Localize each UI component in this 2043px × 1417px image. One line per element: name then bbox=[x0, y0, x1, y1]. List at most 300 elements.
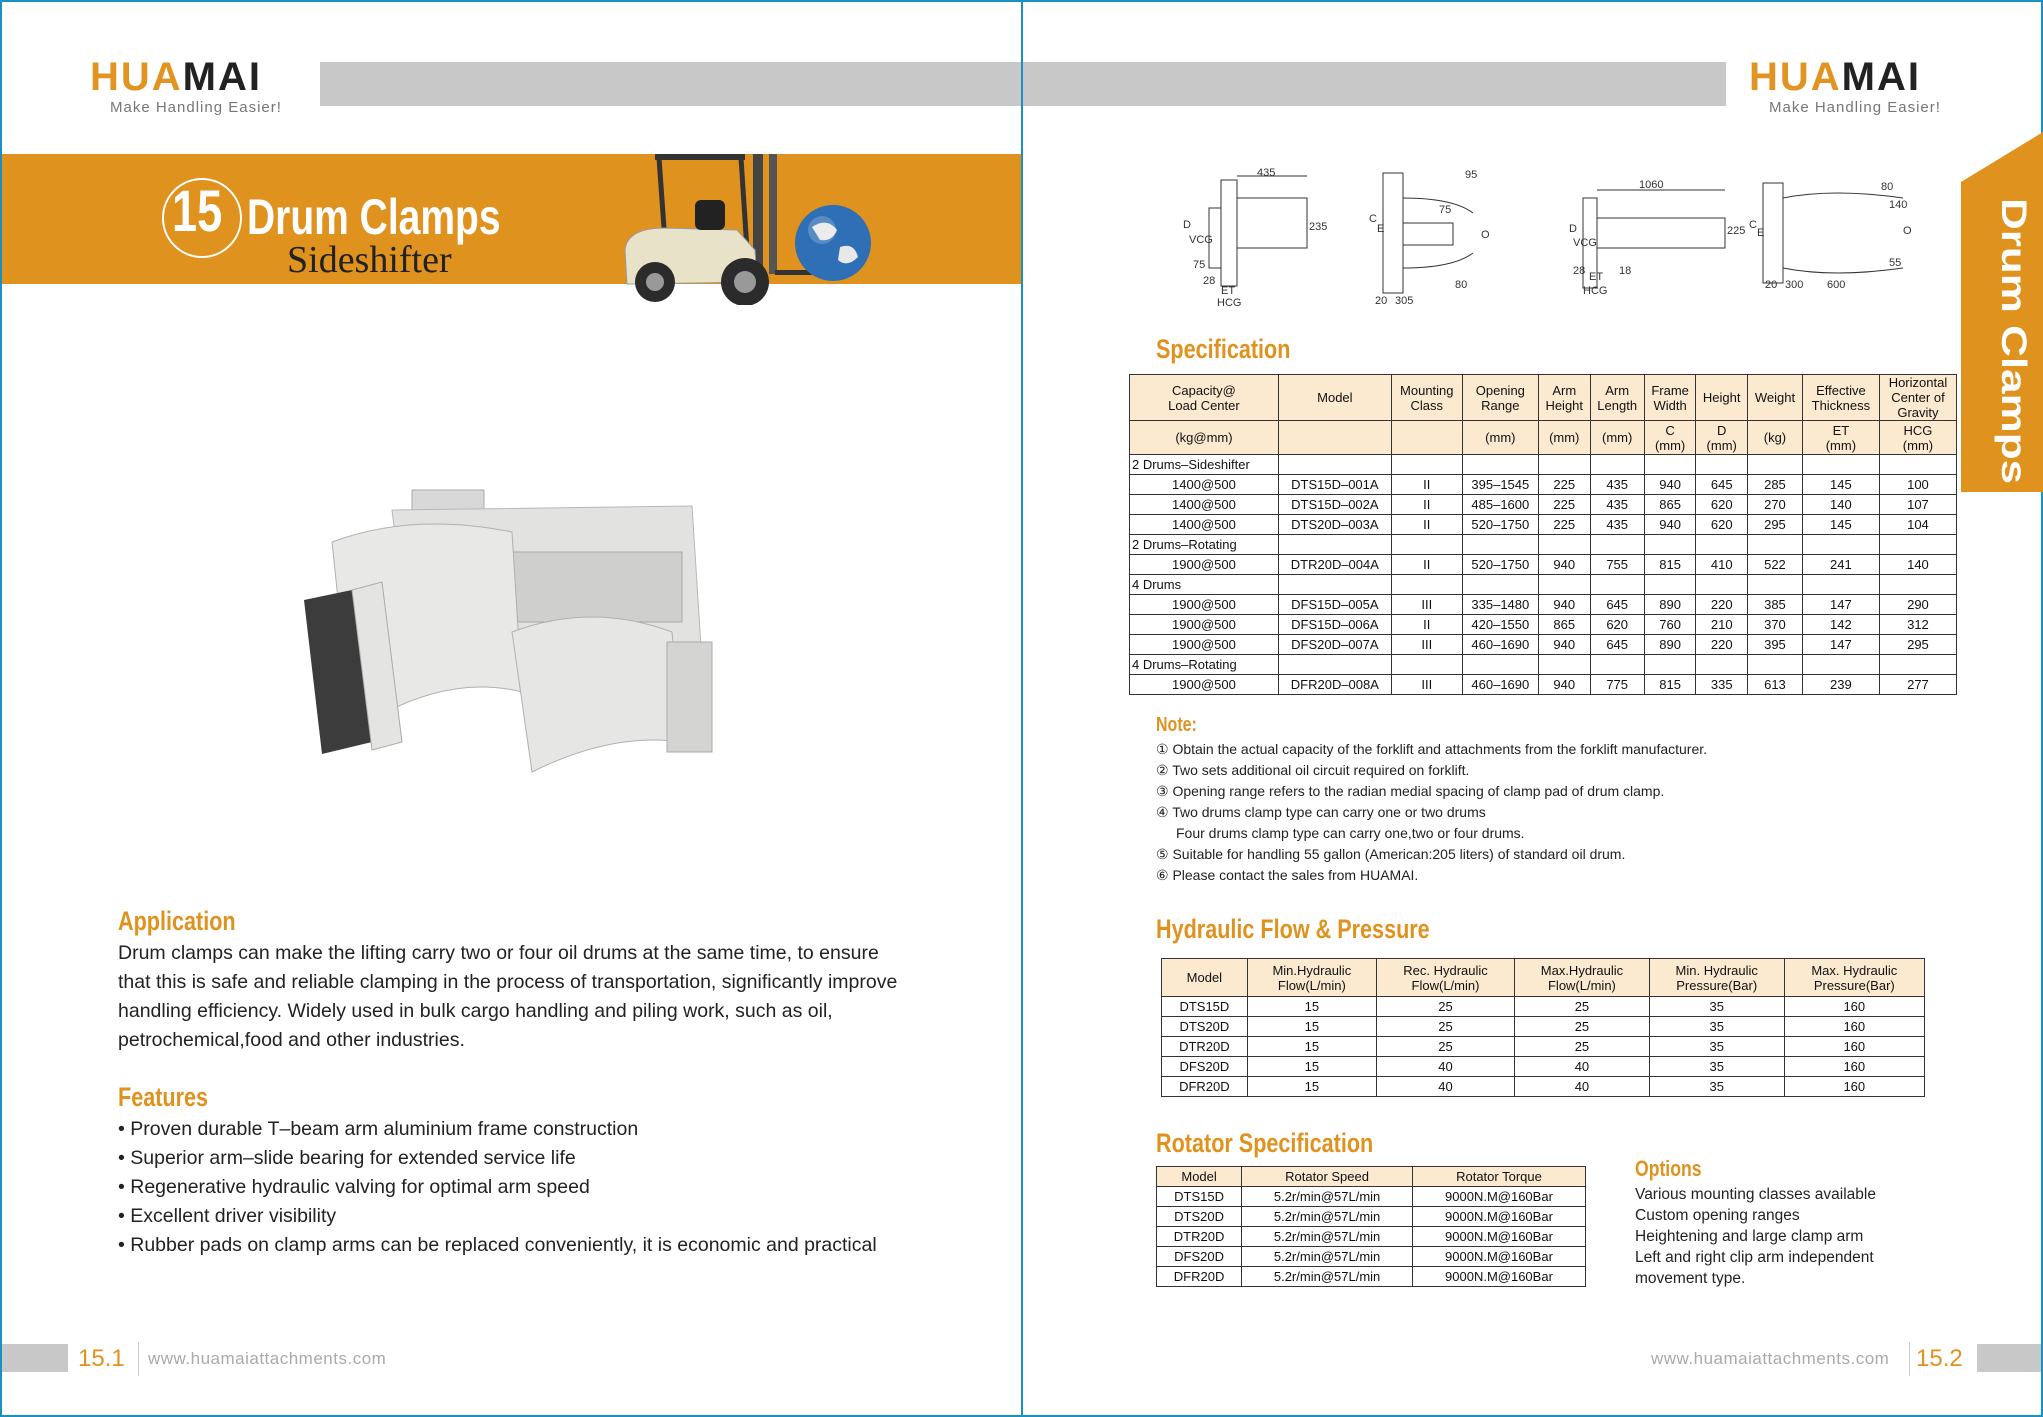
table-cell: (mm) bbox=[1462, 421, 1538, 455]
application-text bbox=[118, 939, 938, 1055]
note-line: ③ Opening range refers to the radian medial spacing of clamp pad of drum clamp. bbox=[1156, 783, 1665, 799]
table-group-row bbox=[1130, 575, 1957, 595]
table-cell: Model bbox=[1278, 375, 1391, 421]
table-group-row bbox=[1130, 655, 1957, 675]
footer-divider bbox=[1909, 1342, 1910, 1376]
dim-label: O bbox=[1481, 229, 1490, 241]
dim-label: 225 bbox=[1727, 225, 1746, 237]
table-cell bbox=[1538, 655, 1590, 675]
spec-heading: Specification bbox=[1156, 334, 1291, 364]
table-cell: 15 bbox=[1247, 1017, 1376, 1037]
table-cell: (kg@mm) bbox=[1130, 421, 1279, 455]
table-cell: Opening Range bbox=[1462, 375, 1538, 421]
table-row bbox=[1162, 1037, 1925, 1057]
table-cell: 277 bbox=[1879, 675, 1956, 695]
table-cell: 220 bbox=[1696, 595, 1748, 615]
table-cell: 613 bbox=[1748, 675, 1803, 695]
dim-label: ET bbox=[1589, 271, 1604, 283]
table-cell bbox=[1462, 455, 1538, 475]
table-cell: 25 bbox=[1376, 997, 1514, 1017]
table-cell: 40 bbox=[1515, 1057, 1650, 1077]
table-cell: 225 bbox=[1538, 475, 1590, 495]
table-cell: Model bbox=[1157, 1167, 1242, 1187]
table-cell: 220 bbox=[1696, 635, 1748, 655]
table-cell: 5.2r/min@57L/min bbox=[1242, 1207, 1413, 1227]
table-cell: 4 Drums–Rotating bbox=[1130, 655, 1279, 675]
table-cell: 285 bbox=[1748, 475, 1803, 495]
table-cell: DFS20D–007A bbox=[1278, 635, 1391, 655]
notes-heading: Note: bbox=[1156, 714, 1197, 736]
table-row bbox=[1162, 1017, 1925, 1037]
table-cell: 865 bbox=[1644, 495, 1696, 515]
table-cell: 25 bbox=[1376, 1017, 1514, 1037]
table-cell: 385 bbox=[1748, 595, 1803, 615]
dim-label: 300 bbox=[1785, 279, 1804, 291]
table-cell bbox=[1590, 455, 1644, 475]
option-item: Heightening and large clamp arm bbox=[1635, 1228, 1864, 1245]
brand-logo bbox=[90, 57, 282, 116]
table-cell bbox=[1644, 575, 1696, 595]
rotator-table bbox=[1156, 1166, 1586, 1287]
table-cell: III bbox=[1391, 635, 1462, 655]
table-cell: 2 Drums–Sideshifter bbox=[1130, 455, 1279, 475]
dim-label: 80 bbox=[1455, 279, 1468, 291]
note-line: ① Obtain the actual capacity of the forklift and attachments from the forklift manufacturer. bbox=[1156, 741, 1708, 757]
table-cell: D (mm) bbox=[1696, 421, 1748, 455]
table-cell: DTS20D bbox=[1162, 1017, 1248, 1037]
table-cell bbox=[1802, 535, 1879, 555]
note-line: ④ Two drums clamp type can carry one or two drums bbox=[1156, 804, 1486, 820]
table-cell: 940 bbox=[1644, 515, 1696, 535]
table-row bbox=[1157, 1267, 1586, 1287]
table-cell: C (mm) bbox=[1644, 421, 1696, 455]
dim-label: 140 bbox=[1889, 199, 1908, 211]
table-cell: 145 bbox=[1802, 515, 1879, 535]
table-cell: 940 bbox=[1538, 595, 1590, 615]
table-cell bbox=[1696, 455, 1748, 475]
table-cell: 620 bbox=[1696, 515, 1748, 535]
table-cell: 239 bbox=[1802, 675, 1879, 695]
table-row bbox=[1130, 495, 1957, 515]
table-cell: Model bbox=[1162, 959, 1248, 997]
note-line: ② Two sets additional oil circuit required on forklift. bbox=[1156, 762, 1470, 778]
table-cell bbox=[1538, 575, 1590, 595]
application-line: that this is safe and reliable clamping in the process of transportation, significantly improve bbox=[118, 971, 898, 993]
table-cell bbox=[1879, 535, 1956, 555]
table-cell: 25 bbox=[1376, 1037, 1514, 1057]
table-cell: 395 bbox=[1748, 635, 1803, 655]
option-item: Custom opening ranges bbox=[1635, 1207, 1800, 1224]
page-subtitle: Sideshifter bbox=[287, 239, 452, 281]
table-cell: II bbox=[1391, 495, 1462, 515]
table-cell: Max. Hydraulic Pressure(Bar) bbox=[1784, 959, 1924, 997]
table-cell: 40 bbox=[1515, 1077, 1650, 1097]
table-cell: Horizontal Center of Gravity bbox=[1879, 375, 1956, 421]
feature-item: • Excellent driver visibility bbox=[118, 1202, 998, 1231]
table-cell: 1400@500 bbox=[1130, 495, 1279, 515]
table-cell: DFR20D bbox=[1162, 1077, 1248, 1097]
table-cell: (mm) bbox=[1538, 421, 1590, 455]
table-cell bbox=[1748, 535, 1803, 555]
table-cell bbox=[1590, 655, 1644, 675]
table-cell: 420–1550 bbox=[1462, 615, 1538, 635]
table-cell: Height bbox=[1696, 375, 1748, 421]
rotator-heading: Rotator Specification bbox=[1156, 1128, 1374, 1158]
note-line: ⑤ Suitable for handling 55 gallon (American:205 liters) of standard oil drum. bbox=[1156, 846, 1626, 862]
table-cell: 1900@500 bbox=[1130, 555, 1279, 575]
table-cell: ET (mm) bbox=[1802, 421, 1879, 455]
table-cell bbox=[1278, 655, 1391, 675]
table-header-row bbox=[1157, 1167, 1586, 1187]
drawing-side-view-1 bbox=[1183, 168, 1327, 309]
table-cell: 1400@500 bbox=[1130, 475, 1279, 495]
table-cell: 890 bbox=[1644, 635, 1696, 655]
table-cell: II bbox=[1391, 515, 1462, 535]
table-cell: 460–1690 bbox=[1462, 675, 1538, 695]
table-cell bbox=[1879, 655, 1956, 675]
side-tab-label: Drum Clamps bbox=[1993, 198, 2033, 485]
table-cell: 815 bbox=[1644, 675, 1696, 695]
feature-item: • Proven durable T–beam arm aluminium frame construction bbox=[118, 1115, 998, 1144]
table-cell bbox=[1644, 535, 1696, 555]
table-row bbox=[1157, 1227, 1586, 1247]
table-cell: 140 bbox=[1802, 495, 1879, 515]
logo-wordmark: HUAMAI bbox=[90, 55, 262, 99]
table-cell: 312 bbox=[1879, 615, 1956, 635]
dim-label: 1060 bbox=[1639, 179, 1664, 191]
table-cell: 40 bbox=[1376, 1077, 1514, 1097]
dim-label: VCG bbox=[1573, 237, 1597, 249]
table-cell: 25 bbox=[1515, 997, 1650, 1017]
table-cell: 9000N.M@160Bar bbox=[1412, 1187, 1585, 1207]
drawing-side-view-2 bbox=[1569, 179, 1745, 297]
dim-label: HCG bbox=[1583, 285, 1608, 297]
table-cell: DTS15D bbox=[1157, 1187, 1242, 1207]
option-item: Left and right clip arm independent bbox=[1635, 1249, 1874, 1266]
application-line: handling efficiency. Widely used in bulk cargo handling and piling work, such as oil, bbox=[118, 1000, 833, 1022]
table-row bbox=[1130, 555, 1957, 575]
table-row bbox=[1157, 1187, 1586, 1207]
table-cell: Rotator Torque bbox=[1412, 1167, 1585, 1187]
table-cell: 40 bbox=[1376, 1057, 1514, 1077]
table-cell: 335–1480 bbox=[1462, 595, 1538, 615]
table-cell: III bbox=[1391, 675, 1462, 695]
table-cell: 140 bbox=[1879, 555, 1956, 575]
hydraulic-table bbox=[1161, 958, 1925, 1097]
table-cell: DFS15D–006A bbox=[1278, 615, 1391, 635]
table-cell: 645 bbox=[1590, 635, 1644, 655]
table-row bbox=[1157, 1207, 1586, 1227]
table-cell: HCG (mm) bbox=[1879, 421, 1956, 455]
table-cell: 520–1750 bbox=[1462, 515, 1538, 535]
dim-label: 75 bbox=[1193, 259, 1206, 271]
table-cell bbox=[1278, 455, 1391, 475]
dim-label: 80 bbox=[1881, 181, 1894, 193]
features-heading: Features bbox=[118, 1082, 209, 1112]
table-cell: Min. Hydraulic Pressure(Bar) bbox=[1649, 959, 1784, 997]
table-cell bbox=[1538, 455, 1590, 475]
footer-url[interactable]: www.huamaiattachments.com bbox=[1651, 1349, 1890, 1368]
table-cell: 25 bbox=[1515, 1017, 1650, 1037]
table-cell: 435 bbox=[1590, 515, 1644, 535]
table-cell bbox=[1278, 535, 1391, 555]
table-cell: 210 bbox=[1696, 615, 1748, 635]
table-cell: 485–1600 bbox=[1462, 495, 1538, 515]
table-cell: 160 bbox=[1784, 1057, 1924, 1077]
application-line: petrochemical,food and other industries. bbox=[118, 1029, 465, 1051]
hydraulic-heading: Hydraulic Flow & Pressure bbox=[1156, 914, 1430, 944]
brand-logo bbox=[1749, 57, 1941, 116]
drawing-top-view-1 bbox=[1369, 169, 1490, 307]
table-cell bbox=[1802, 575, 1879, 595]
table-cell bbox=[1590, 535, 1644, 555]
table-row bbox=[1130, 475, 1957, 495]
table-cell: II bbox=[1391, 555, 1462, 575]
feature-item: • Rubber pads on clamp arms can be replaced conveniently, it is economic and practical bbox=[118, 1231, 998, 1260]
table-row bbox=[1130, 675, 1957, 695]
table-row bbox=[1130, 635, 1957, 655]
table-cell: DTR20D bbox=[1162, 1037, 1248, 1057]
table-cell: 35 bbox=[1649, 1017, 1784, 1037]
table-cell: Frame Width bbox=[1644, 375, 1696, 421]
table-row bbox=[1162, 1057, 1925, 1077]
table-cell: 4 Drums bbox=[1130, 575, 1279, 595]
table-cell bbox=[1391, 655, 1462, 675]
table-cell: 290 bbox=[1879, 595, 1956, 615]
table-cell: 460–1690 bbox=[1462, 635, 1538, 655]
dim-label: D bbox=[1183, 219, 1191, 231]
dim-label: 600 bbox=[1827, 279, 1846, 291]
dim-label: 20 bbox=[1765, 279, 1778, 291]
dim-label: 55 bbox=[1889, 257, 1902, 269]
table-cell bbox=[1391, 421, 1462, 455]
table-cell: 940 bbox=[1538, 675, 1590, 695]
dim-label: 28 bbox=[1203, 275, 1216, 287]
left-page bbox=[0, 0, 1021, 1417]
table-cell: Capacity@ Load Center bbox=[1130, 375, 1279, 421]
logo-tagline: Make Handling Easier! bbox=[1769, 99, 1941, 116]
table-cell: 940 bbox=[1644, 475, 1696, 495]
options-heading: Options bbox=[1635, 1156, 1702, 1181]
table-cell: 241 bbox=[1802, 555, 1879, 575]
table-cell: 295 bbox=[1748, 515, 1803, 535]
dim-label: 305 bbox=[1395, 295, 1414, 307]
page-number: 15.1 bbox=[78, 1345, 125, 1372]
header-bar bbox=[1023, 62, 1726, 106]
table-cell: 295 bbox=[1879, 635, 1956, 655]
table-row bbox=[1162, 997, 1925, 1017]
table-cell: DTS20D–003A bbox=[1278, 515, 1391, 535]
table-cell bbox=[1748, 655, 1803, 675]
table-cell: DFR20D bbox=[1157, 1267, 1242, 1287]
table-cell: 15 bbox=[1247, 1057, 1376, 1077]
table-header-row bbox=[1130, 421, 1957, 455]
footer-url[interactable]: www.huamaiattachments.com bbox=[148, 1349, 387, 1368]
dim-label: 95 bbox=[1465, 169, 1478, 181]
table-cell: 160 bbox=[1784, 997, 1924, 1017]
table-cell: 940 bbox=[1538, 635, 1590, 655]
footer-divider bbox=[138, 1342, 139, 1376]
table-cell bbox=[1538, 535, 1590, 555]
table-cell bbox=[1879, 575, 1956, 595]
table-cell: 147 bbox=[1802, 635, 1879, 655]
dim-label: 28 bbox=[1573, 265, 1586, 277]
table-cell: DTS15D–002A bbox=[1278, 495, 1391, 515]
table-cell: DTS15D bbox=[1162, 997, 1248, 1017]
table-cell: 890 bbox=[1644, 595, 1696, 615]
logo-wordmark: HUAMAI bbox=[1749, 55, 1921, 99]
table-cell: 147 bbox=[1802, 595, 1879, 615]
table-cell bbox=[1391, 575, 1462, 595]
table-cell: 370 bbox=[1748, 615, 1803, 635]
table-group-row bbox=[1130, 455, 1957, 475]
spec-table bbox=[1129, 374, 1957, 695]
table-row bbox=[1130, 595, 1957, 615]
table-cell: 160 bbox=[1784, 1017, 1924, 1037]
table-cell: DFS20D bbox=[1162, 1057, 1248, 1077]
dim-label: E bbox=[1377, 223, 1385, 235]
dim-label: 435 bbox=[1257, 168, 1276, 179]
table-cell: Max.Hydraulic Flow(L/min) bbox=[1515, 959, 1650, 997]
table-cell: 5.2r/min@57L/min bbox=[1242, 1187, 1413, 1207]
table-row bbox=[1130, 615, 1957, 635]
table-cell: 395–1545 bbox=[1462, 475, 1538, 495]
table-cell: III bbox=[1391, 595, 1462, 615]
table-cell: 15 bbox=[1247, 997, 1376, 1017]
table-cell bbox=[1644, 655, 1696, 675]
table-cell: DFS15D–005A bbox=[1278, 595, 1391, 615]
table-cell: 9000N.M@160Bar bbox=[1412, 1267, 1585, 1287]
table-cell: Arm Length bbox=[1590, 375, 1644, 421]
table-cell bbox=[1462, 655, 1538, 675]
table-cell: DTS15D–001A bbox=[1278, 475, 1391, 495]
table-cell: 760 bbox=[1644, 615, 1696, 635]
table-cell: DFR20D–008A bbox=[1278, 675, 1391, 695]
table-group-row bbox=[1130, 535, 1957, 555]
table-cell: II bbox=[1391, 475, 1462, 495]
technical-drawings bbox=[1173, 168, 1913, 314]
table-cell: 620 bbox=[1590, 615, 1644, 635]
option-item: Various mounting classes available bbox=[1635, 1186, 1876, 1203]
table-cell: 9000N.M@160Bar bbox=[1412, 1227, 1585, 1247]
table-cell: 35 bbox=[1649, 1077, 1784, 1097]
feature-item: • Regenerative hydraulic valving for optimal arm speed bbox=[118, 1173, 998, 1202]
table-cell: Rec. Hydraulic Flow(L/min) bbox=[1376, 959, 1514, 997]
table-cell: 1900@500 bbox=[1130, 595, 1279, 615]
table-header-row bbox=[1130, 375, 1957, 421]
note-line: ⑥ Please contact the sales from HUAMAI. bbox=[1156, 867, 1419, 883]
table-cell: DTS20D bbox=[1157, 1207, 1242, 1227]
table-cell: DTR20D bbox=[1157, 1227, 1242, 1247]
table-cell: 940 bbox=[1538, 555, 1590, 575]
dim-label: 18 bbox=[1619, 265, 1632, 277]
table-cell: 520–1750 bbox=[1462, 555, 1538, 575]
table-cell: 2 Drums–Rotating bbox=[1130, 535, 1279, 555]
drum-clamp-product-image bbox=[292, 482, 732, 782]
table-cell: 645 bbox=[1590, 595, 1644, 615]
dim-label: C bbox=[1749, 219, 1757, 231]
table-cell: 142 bbox=[1802, 615, 1879, 635]
footer-bar bbox=[1977, 1344, 2041, 1372]
table-cell: 5.2r/min@57L/min bbox=[1242, 1267, 1413, 1287]
table-row bbox=[1162, 1077, 1925, 1097]
table-cell: Weight bbox=[1748, 375, 1803, 421]
table-cell: 5.2r/min@57L/min bbox=[1242, 1247, 1413, 1267]
table-cell bbox=[1590, 575, 1644, 595]
table-cell: Rotator Speed bbox=[1242, 1167, 1413, 1187]
table-cell bbox=[1462, 575, 1538, 595]
table-cell: 9000N.M@160Bar bbox=[1412, 1207, 1585, 1227]
header-bar bbox=[320, 62, 1023, 106]
table-cell bbox=[1696, 575, 1748, 595]
features-list bbox=[118, 1115, 998, 1260]
table-cell: 25 bbox=[1515, 1037, 1650, 1057]
table-cell: 160 bbox=[1784, 1037, 1924, 1057]
table-cell: 1900@500 bbox=[1130, 675, 1279, 695]
table-cell: 270 bbox=[1748, 495, 1803, 515]
dim-label: HCG bbox=[1217, 297, 1242, 309]
table-cell bbox=[1748, 455, 1803, 475]
table-cell: 225 bbox=[1538, 515, 1590, 535]
table-cell: II bbox=[1391, 615, 1462, 635]
table-cell bbox=[1696, 535, 1748, 555]
footer-bar bbox=[2, 1344, 68, 1372]
table-cell: 107 bbox=[1879, 495, 1956, 515]
table-cell bbox=[1644, 455, 1696, 475]
drawing-top-view-2 bbox=[1749, 181, 1912, 291]
option-item: movement type. bbox=[1635, 1270, 1746, 1287]
notes-list bbox=[1156, 739, 1707, 886]
table-cell bbox=[1802, 455, 1879, 475]
table-row bbox=[1130, 515, 1957, 535]
table-cell: Arm Height bbox=[1538, 375, 1590, 421]
table-row bbox=[1157, 1247, 1586, 1267]
dim-label: O bbox=[1903, 225, 1912, 237]
table-cell: 225 bbox=[1538, 495, 1590, 515]
table-cell bbox=[1879, 455, 1956, 475]
table-cell: 865 bbox=[1538, 615, 1590, 635]
table-cell: Effective Thickness bbox=[1802, 375, 1879, 421]
table-cell: 15 bbox=[1247, 1077, 1376, 1097]
application-line: Drum clamps can make the lifting carry two or four oil drums at the same time, to ensure bbox=[118, 942, 879, 964]
table-cell: 104 bbox=[1879, 515, 1956, 535]
table-cell: 100 bbox=[1879, 475, 1956, 495]
logo-tagline: Make Handling Easier! bbox=[110, 99, 282, 116]
options-list bbox=[1635, 1184, 1876, 1289]
dim-label: 75 bbox=[1439, 204, 1452, 216]
table-cell bbox=[1748, 575, 1803, 595]
table-cell: (kg) bbox=[1748, 421, 1803, 455]
dim-label: E bbox=[1757, 227, 1765, 239]
table-cell: 160 bbox=[1784, 1077, 1924, 1097]
table-cell: 435 bbox=[1590, 495, 1644, 515]
chapter-number: 15 bbox=[172, 179, 223, 244]
table-cell bbox=[1802, 655, 1879, 675]
application-heading: Application bbox=[118, 906, 236, 936]
table-cell: 35 bbox=[1649, 1057, 1784, 1077]
table-cell bbox=[1278, 575, 1391, 595]
table-cell: 145 bbox=[1802, 475, 1879, 495]
table-cell bbox=[1391, 455, 1462, 475]
table-cell: DTR20D–004A bbox=[1278, 555, 1391, 575]
table-header-row bbox=[1162, 959, 1925, 997]
table-cell: 522 bbox=[1748, 555, 1803, 575]
table-cell: 435 bbox=[1590, 475, 1644, 495]
table-cell: 335 bbox=[1696, 675, 1748, 695]
dim-label: VCG bbox=[1189, 234, 1213, 246]
dim-label: 20 bbox=[1375, 295, 1388, 307]
table-cell bbox=[1391, 535, 1462, 555]
